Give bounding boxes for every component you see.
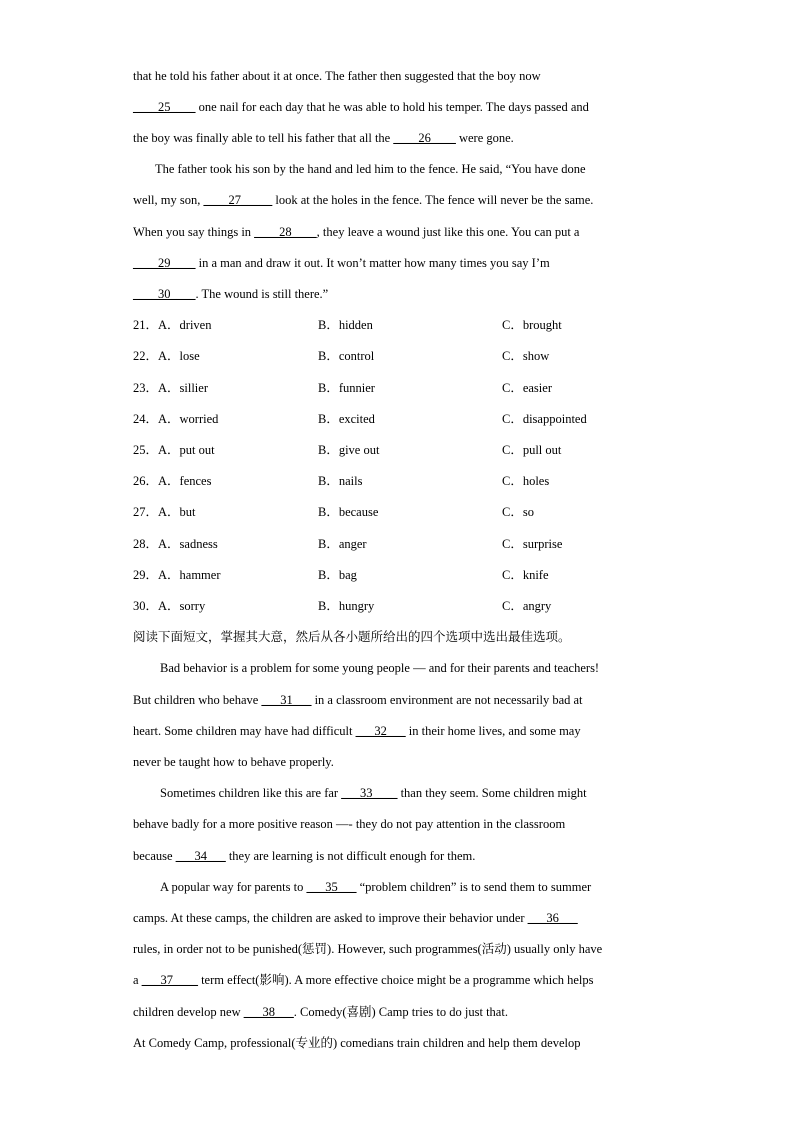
passage1-line7-after: in a man and draw it out. It won’t matter how many times you say I’m — [195, 256, 550, 270]
passage2-p3-line3: rules, in order not to be punished(惩罚). However, such programmes(活动) usually only have — [133, 942, 603, 956]
blank-38: ___38___ — [243, 1005, 294, 1019]
passage1-line5-after: look at the holes in the fence. The fence will never be the same. — [272, 193, 594, 207]
question-21-option-a: 21．A．driven — [133, 318, 212, 332]
passage2-p2-line1-before: Sometimes children like this are far — [160, 786, 342, 800]
passage2-p3-line2 — [133, 909, 578, 927]
question-29-option-b: B．bag — [318, 568, 357, 582]
blank-37: ___37____ — [141, 973, 198, 987]
question-26-option-b: B．nails — [318, 474, 363, 488]
passage2-p2-line1-after: than they seem. Some children might — [397, 786, 587, 800]
question-28-option-b: B．anger — [318, 537, 367, 551]
blank-31: ___31___ — [261, 693, 312, 707]
question-25-option-c: C．pull out — [502, 443, 562, 457]
question-23-option-c: C．easier — [502, 381, 552, 395]
question-30-option-a: 30．A．sorry — [133, 599, 206, 613]
blank-25: ____25____ — [133, 100, 196, 114]
blank-28: ____28____ — [254, 225, 317, 239]
blank-32: ___32___ — [355, 724, 406, 738]
question-30-option-c: C．angry — [502, 599, 552, 613]
passage1-line5-before: well, my son, — [133, 193, 204, 207]
passage2-p1-line2 — [133, 691, 583, 709]
question-27-option-a: 27．A．but — [133, 505, 196, 519]
blank-27: ____27_____ — [203, 193, 273, 207]
blank-36: ___36___ — [527, 911, 578, 925]
passage1-line6-before: When you say things in — [133, 225, 255, 239]
question-26-option-a: 26．A．fences — [133, 474, 212, 488]
passage1-line3 — [133, 129, 514, 147]
question-25-option-a: 25．A．put out — [133, 443, 215, 457]
section-instruction: 阅读下面短文，掌握其大意，然后从各小题所给出的四个选项中选出最佳选项。 — [133, 629, 571, 644]
passage2-p2-line2: behave badly for a more positive reason —- they do not pay attention in the classroom — [133, 817, 566, 831]
passage2-p2-line3-before: because — [133, 849, 176, 863]
passage1-line2 — [133, 98, 589, 116]
question-29-option-c: C．knife — [502, 568, 549, 582]
question-30-option-b: B．hungry — [318, 599, 375, 613]
question-28-option-a: 28．A．sadness — [133, 537, 218, 551]
passage2-p2-line3 — [133, 847, 475, 865]
passage2-p1-line3-after: in their home lives, and some may — [405, 724, 581, 738]
blank-35: ___35___ — [306, 880, 357, 894]
passage1-line2-text: one nail for each day that he was able to hold his temper. The days passed and — [195, 100, 589, 114]
passage2-p3-line4-before: a — [133, 973, 142, 987]
passage2-p1-line3 — [133, 722, 581, 740]
passage1-line6 — [133, 223, 579, 241]
blank-33: ___33____ — [341, 786, 398, 800]
question-23-option-a: 23．A．sillier — [133, 381, 208, 395]
passage1-line6-after: , they leave a wound just like this one. You can put a — [316, 225, 580, 239]
passage2-p3-line4-after: term effect(影响). A more effective choice might be a programme which helps — [197, 973, 594, 987]
question-22-option-b: B．control — [318, 349, 375, 363]
blank-26: ____26____ — [393, 131, 456, 145]
question-25-option-b: B．give out — [318, 443, 380, 457]
passage2-p4-line1: At Comedy Camp, professional(专业的) comedians train children and help them develop — [133, 1036, 581, 1050]
passage1-line8-after: . The wound is still there.” — [195, 287, 329, 301]
passage2-p3-line4 — [133, 971, 594, 989]
passage2-p1-line3-before: heart. Some children may have had difficult — [133, 724, 356, 738]
passage2-p3-line1 — [160, 878, 591, 896]
passage2-p2-line3-after: they are learning is not difficult enough for them. — [225, 849, 476, 863]
passage1-line7 — [133, 254, 550, 272]
passage2-p3-line2-before: camps. At these camps, the children are asked to improve their behavior under — [133, 911, 528, 925]
question-24-option-b: B．excited — [318, 412, 375, 426]
blank-30: ____30____ — [133, 287, 196, 301]
passage2-p3-line5-after: . Comedy(喜剧) Camp tries to do just that. — [293, 1005, 508, 1019]
question-26-option-c: C．holes — [502, 474, 550, 488]
passage1-line1: that he told his father about it at once. The father then suggested that the boy now — [133, 69, 541, 83]
question-21-option-b: B．hidden — [318, 318, 373, 332]
passage2-p1-line1: Bad behavior is a problem for some young people — and for their parents and teachers! — [160, 661, 600, 675]
passage2-p2-line1 — [160, 784, 587, 802]
question-24-option-c: C．disappointed — [502, 412, 587, 426]
passage2-p3-line5-before: children develop new — [133, 1005, 244, 1019]
passage2-p1-line2-after: in a classroom environment are not necessarily bad at — [311, 693, 583, 707]
question-28-option-c: C．surprise — [502, 537, 563, 551]
passage1-line3-after: were gone. — [455, 131, 514, 145]
passage1-line5 — [133, 191, 593, 209]
question-27-option-c: C．so — [502, 505, 534, 519]
question-21-option-c: C．brought — [502, 318, 562, 332]
question-29-option-a: 29．A．hammer — [133, 568, 221, 582]
passage2-p1-line4: never be taught how to behave properly. — [133, 755, 334, 769]
question-24-option-a: 24．A．worried — [133, 412, 219, 426]
passage1-line4: The father took his son by the hand and led him to the fence. He said, “You have done — [155, 162, 586, 176]
passage2-p3-line5 — [133, 1003, 508, 1021]
passage2-p3-line1-before: A popular way for parents to — [160, 880, 307, 894]
passage1-line3-before: the boy was finally able to tell his father that all the — [133, 131, 394, 145]
blank-34: ___34___ — [175, 849, 226, 863]
question-22-option-a: 22．A．lose — [133, 349, 200, 363]
passage2-p3-line1-after: “problem children” is to send them to summer — [356, 880, 592, 894]
passage2-p1-line2-before: But children who behave — [133, 693, 262, 707]
question-23-option-b: B．funnier — [318, 381, 375, 395]
question-22-option-c: C．show — [502, 349, 550, 363]
question-27-option-b: B．because — [318, 505, 379, 519]
blank-29: ____29____ — [133, 256, 196, 270]
passage1-line8 — [133, 285, 328, 303]
